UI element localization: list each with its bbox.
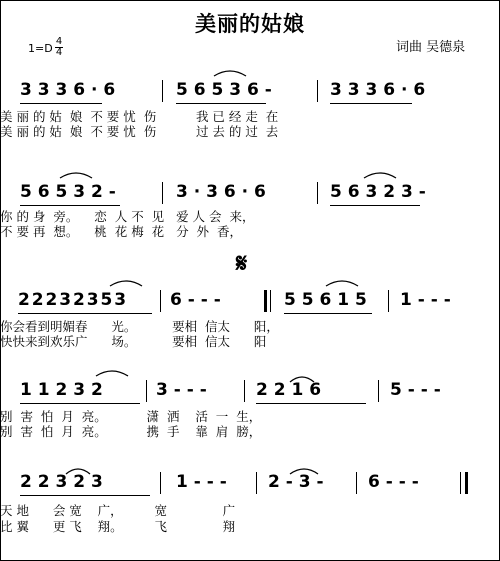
measure: 6 - - -: [368, 472, 419, 492]
measure: 5 6 5 3 2 -: [20, 182, 116, 202]
time-signature-bottom: 4: [55, 47, 63, 58]
measure: 5 6 3 2 3 -: [330, 182, 426, 202]
tie: [66, 469, 90, 474]
time-signature-top: 4: [55, 36, 63, 47]
measure: 3 · 3 6 · 6: [176, 182, 266, 202]
segno-sign: 𝄋: [236, 249, 248, 279]
song-title: 美丽的姑娘: [195, 12, 305, 36]
lyric-line-1: 你会看到明媚春 光。 要相 信太 阳，: [0, 319, 279, 334]
measure: 2 - 3 -: [268, 472, 324, 492]
tie: [110, 281, 142, 286]
measure: 5 - - -: [390, 380, 441, 400]
tie: [364, 173, 396, 178]
tie: [290, 377, 314, 382]
tie: [214, 71, 246, 76]
measure: 2 2 2 3 2 3 5 3: [18, 290, 125, 310]
tie: [290, 469, 318, 474]
lyric-line-1: 天 地 会 宽 广， 宽 广: [0, 503, 236, 518]
measure: 1 - - -: [176, 472, 227, 492]
measure: 5 5 6 1 5: [284, 290, 367, 310]
measure: 5 6 5 3 6 -: [176, 80, 272, 100]
composer-credit: 词曲 吴德泉: [396, 40, 466, 55]
measure: 2 2 1 6: [256, 380, 322, 400]
measure: 1 1 2 3 2: [20, 380, 103, 400]
lyric-line-1: 美 丽 的 姑 娘 不 要 忧 伤 我 已 经 走 在: [0, 109, 279, 124]
tie: [326, 281, 358, 286]
measure: 3 - - -: [156, 380, 207, 400]
tie: [96, 371, 128, 376]
lyric-line-1: 别 害 怕 月 亮。 潇 洒 活 一 生，: [0, 409, 262, 424]
measure: 6 - - -: [170, 290, 221, 310]
tie: [60, 173, 92, 178]
lyric-line-2: 美 丽 的 姑 娘 不 要 忧 伤 过 去 的 过 去: [0, 124, 279, 139]
measure: 3 3 3 6 · 6: [330, 80, 426, 100]
key-signature: 1=D: [28, 42, 53, 55]
measure: 2 2 3 2 3: [20, 472, 103, 492]
lyric-line-2: 快快来到欢乐广 场。 要相 信太 阳: [0, 334, 267, 349]
measure: 3 3 3 6 · 6: [20, 80, 116, 100]
lyric-line-2: 比 翼 更 飞 翔。 飞 翔: [0, 519, 236, 534]
lyric-line-2: 不 要 再 想。 桃 花 梅 花 分 外 香，: [0, 224, 242, 239]
measure: 1 - - -: [400, 290, 451, 310]
lyric-line-2: 别 害 怕 月 亮。 携 手 靠 肩 膀，: [0, 424, 262, 439]
lyric-line-1: 你 的 身 旁。 恋 人 不 见 爱 人 会 来，: [0, 209, 255, 224]
